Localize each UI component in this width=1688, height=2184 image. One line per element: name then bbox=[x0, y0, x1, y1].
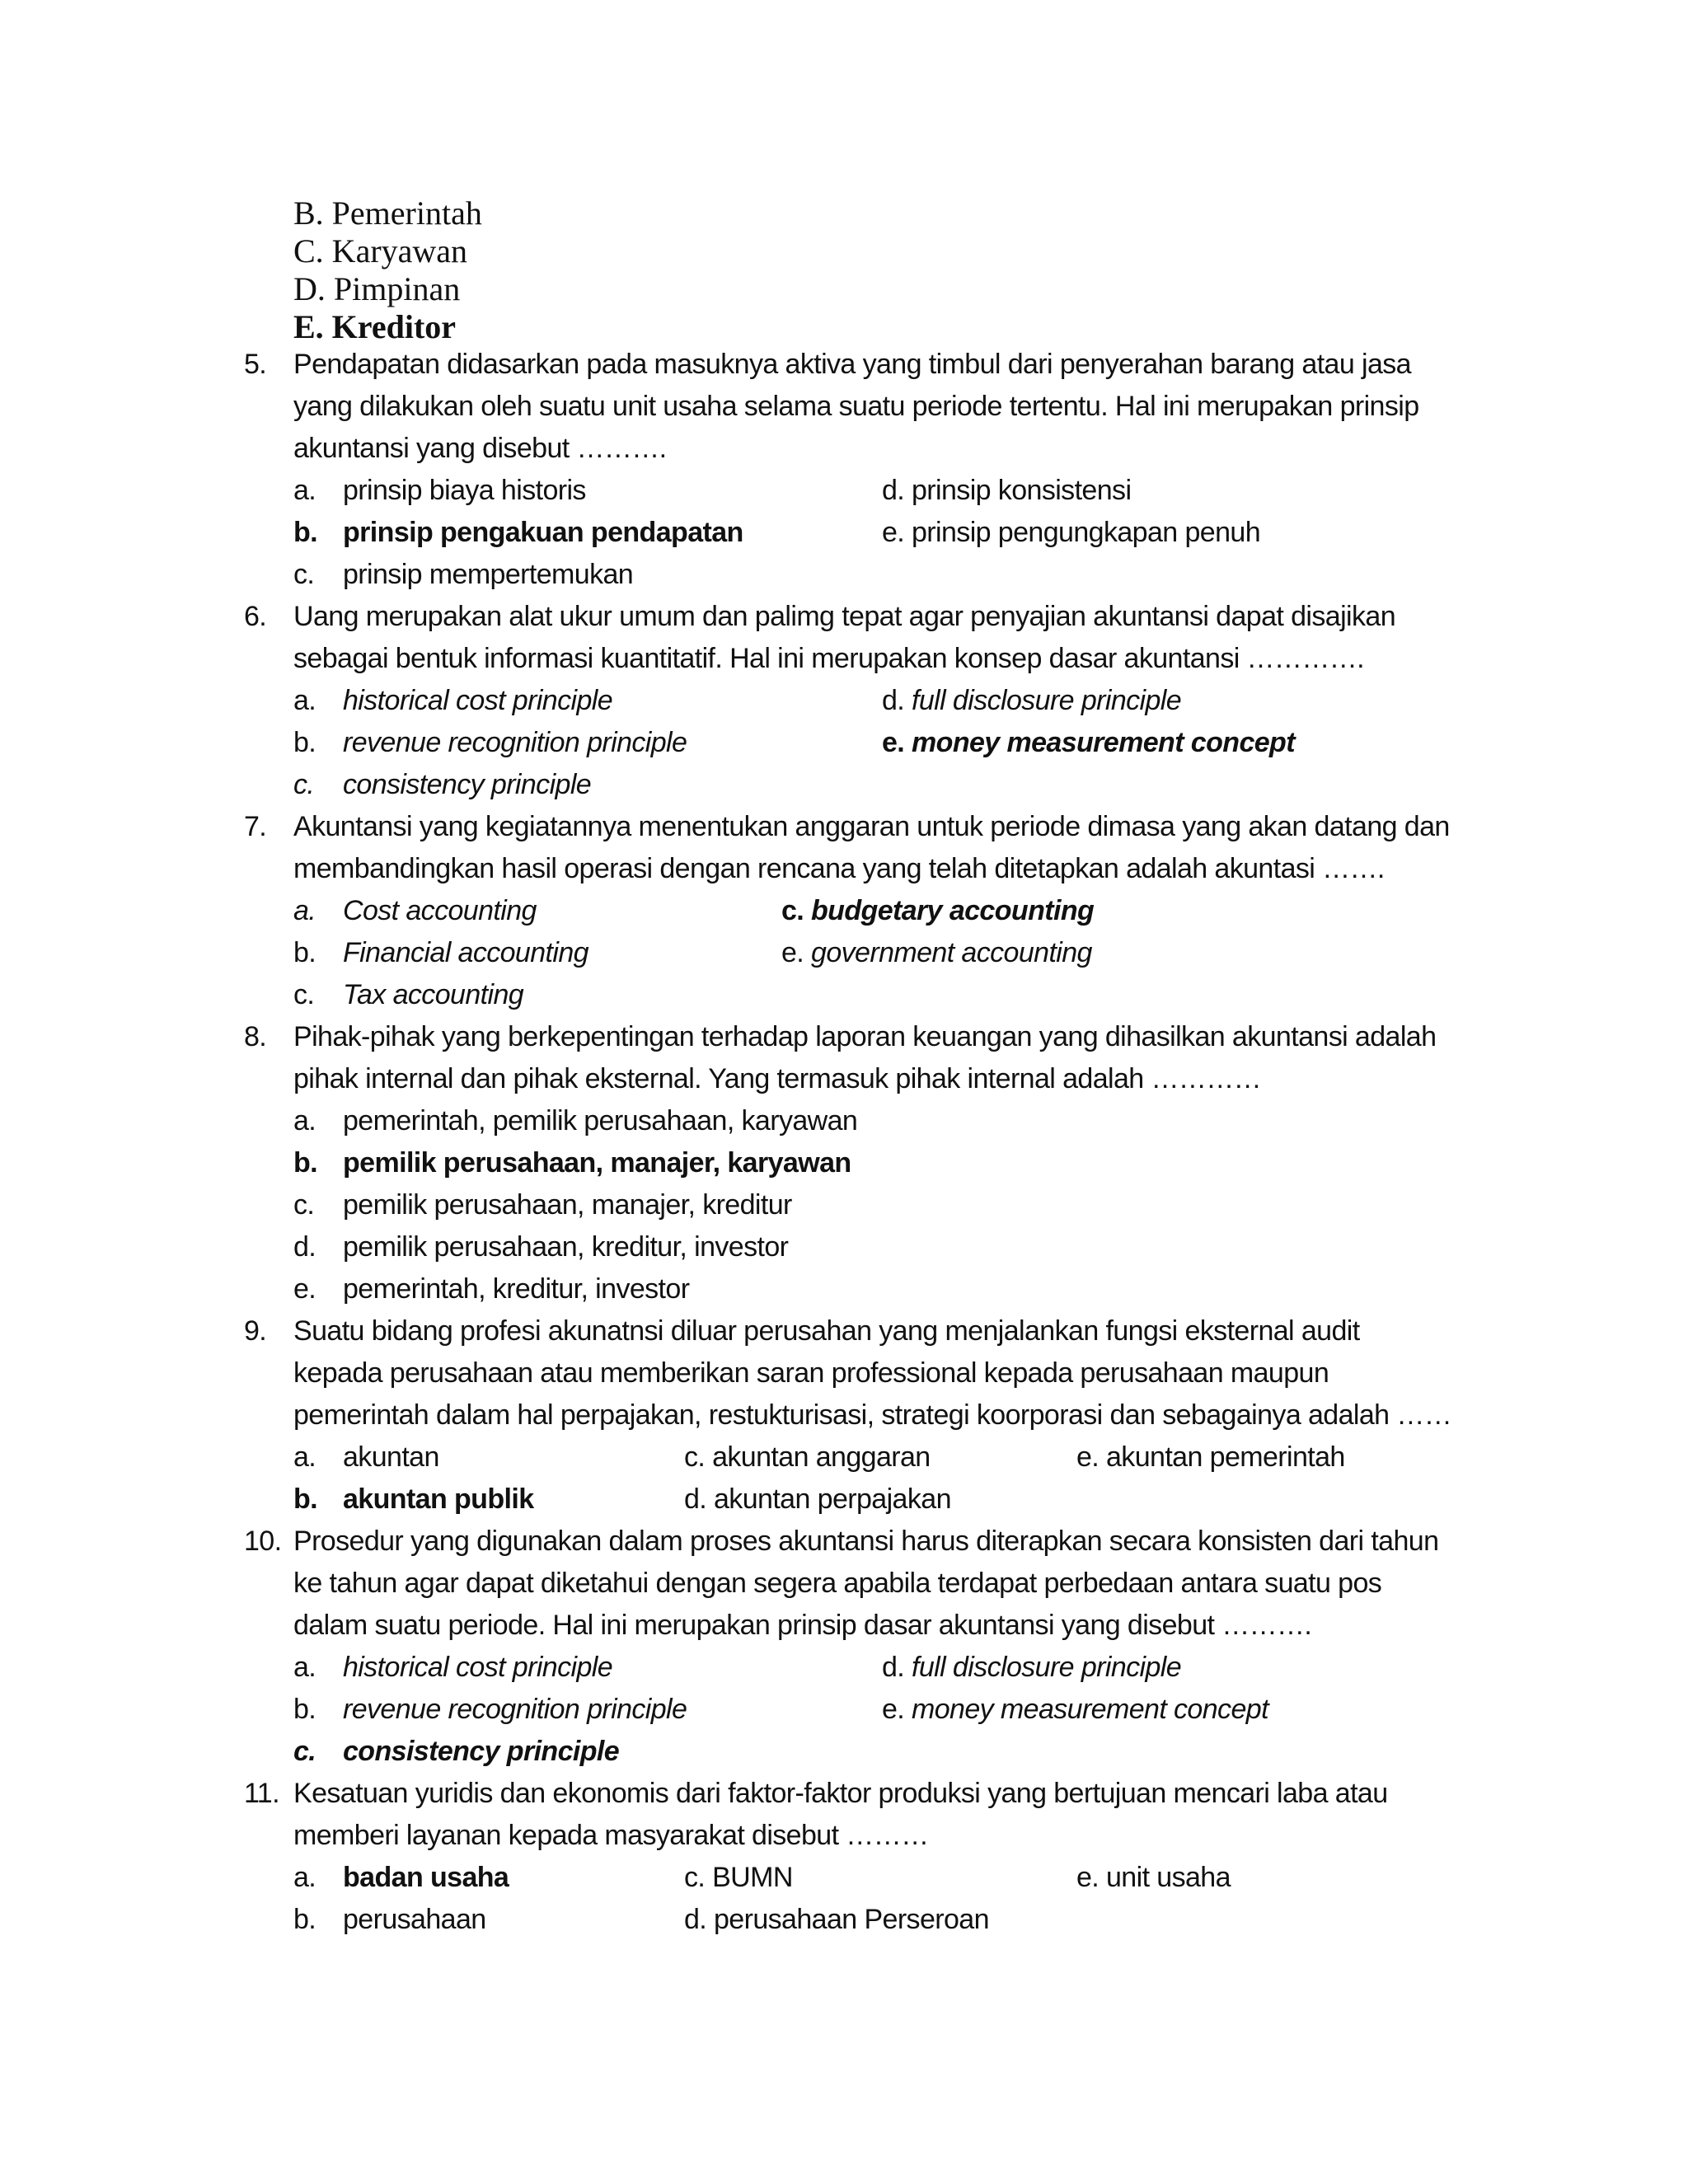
option-e: e. prinsip pengungkapan penuh bbox=[882, 517, 1260, 548]
option-letter: a. bbox=[293, 685, 316, 716]
option-letter: a. bbox=[293, 1862, 316, 1893]
option-text: budgetary accounting bbox=[811, 895, 1095, 926]
question-text: memberi layanan kepada masyarakat disebut ……… bbox=[293, 1820, 929, 1851]
question-text: kepada perusahaan atau memberikan saran professional kepada perusahaan maupun bbox=[293, 1357, 1329, 1389]
option-letter: d. bbox=[882, 1652, 912, 1683]
question-text: pihak internal dan pihak eksternal. Yang termasuk pihak internal adalah ………… bbox=[293, 1063, 1262, 1094]
option-text: Financial accounting bbox=[343, 937, 588, 968]
question-text: Uang merupakan alat ukur umum dan palimg tepat agar penyajian akuntansi dapat disajikan bbox=[293, 601, 1396, 632]
question-text: sebagai bentuk informasi kuantitatif. Hal ini merupakan konsep dasar akuntansi …………. bbox=[293, 643, 1364, 674]
option-letter: c. bbox=[293, 769, 315, 800]
option-d: d. akuntan perpajakan bbox=[684, 1483, 951, 1515]
question-text: Suatu bidang profesi akunatnsi diluar perusahan yang menjalankan fungsi eksternal audit bbox=[293, 1315, 1360, 1347]
question-text: Kesatuan yuridis dan ekonomis dari faktor-faktor produksi yang bertujuan mencari laba atau bbox=[293, 1778, 1388, 1809]
option-letter: c. bbox=[293, 1736, 316, 1767]
option-letter: b. bbox=[293, 517, 318, 548]
option-letter: b. bbox=[293, 1694, 316, 1725]
option-d: d. prinsip konsistensi bbox=[882, 475, 1132, 506]
option-text: full disclosure principle bbox=[912, 1652, 1182, 1683]
option-text: prinsip pengakuan pendapatan bbox=[343, 517, 743, 548]
option-text: pemilik perusahaan, kreditur, investor bbox=[343, 1231, 789, 1263]
option-letter: c. bbox=[293, 559, 315, 590]
option-letter: a. bbox=[293, 1105, 316, 1137]
option-text: pemerintah, kreditur, investor bbox=[343, 1273, 690, 1305]
question-number: 7. bbox=[244, 811, 267, 842]
option-text: pemerintah, pemilik perusahaan, karyawan bbox=[343, 1105, 858, 1137]
question-text: Pendapatan didasarkan pada masuknya aktiva yang timbul dari penyerahan barang atau jasa bbox=[293, 349, 1411, 380]
option-letter: b. bbox=[293, 1147, 318, 1179]
option-c-correct bbox=[781, 893, 1094, 929]
option-text: badan usaha bbox=[343, 1862, 509, 1893]
question-number: 5. bbox=[244, 349, 267, 380]
option-text: revenue recognition principle bbox=[343, 727, 687, 758]
question-text: Prosedur yang digunakan dalam proses akuntansi harus diterapkan secara konsisten dari tahun bbox=[293, 1526, 1439, 1557]
option-letter: e. bbox=[882, 1694, 912, 1725]
option-text: money measurement concept bbox=[912, 727, 1295, 758]
option-letter: c. bbox=[293, 979, 315, 1010]
option-d bbox=[882, 1649, 1181, 1685]
option-letter: b. bbox=[293, 1904, 316, 1935]
question-text: pemerintah dalam hal perpajakan, restukturisasi, strategi koorporasi dan sebagainya adalah …… bbox=[293, 1399, 1452, 1431]
option-text: full disclosure principle bbox=[912, 685, 1182, 716]
question-number: 10. bbox=[244, 1526, 282, 1557]
option-text: prinsip biaya historis bbox=[343, 475, 586, 506]
option-letter: d. bbox=[293, 1231, 316, 1263]
option-text: historical cost principle bbox=[343, 1652, 613, 1683]
option-e bbox=[781, 935, 1092, 971]
option-letter: a. bbox=[293, 895, 316, 926]
option-d: d. perusahaan Perseroan bbox=[684, 1904, 989, 1935]
option-text: akuntan publik bbox=[343, 1483, 534, 1515]
option-text: historical cost principle bbox=[343, 685, 613, 716]
question-text: Pihak-pihak yang berkepentingan terhadap laporan keuangan yang dihasilkan akuntansi adalah bbox=[293, 1021, 1437, 1052]
option-letter: a. bbox=[293, 1652, 316, 1683]
option-text: perusahaan bbox=[343, 1904, 486, 1935]
option-text: revenue recognition principle bbox=[343, 1694, 687, 1725]
option-letter: c. bbox=[781, 895, 812, 926]
question-text: dalam suatu periode. Hal ini merupakan prinsip dasar akuntansi yang disebut ………. bbox=[293, 1610, 1312, 1641]
option-letter: a. bbox=[293, 1441, 316, 1473]
prev-option-b: B. Pemerintah bbox=[293, 194, 482, 232]
option-text: Cost accounting bbox=[343, 895, 537, 926]
question-number: 11. bbox=[244, 1778, 279, 1809]
option-letter: b. bbox=[293, 727, 316, 758]
option-letter: a. bbox=[293, 475, 316, 506]
option-letter: e. bbox=[293, 1273, 316, 1305]
question-number: 8. bbox=[244, 1021, 267, 1052]
option-text: government accounting bbox=[811, 937, 1092, 968]
option-letter: d. bbox=[882, 685, 912, 716]
option-d bbox=[882, 682, 1181, 719]
option-e: e. akuntan pemerintah bbox=[1076, 1441, 1345, 1473]
option-text: prinsip mempertemukan bbox=[343, 559, 634, 590]
question-text: Akuntansi yang kegiatannya menentukan anggaran untuk periode dimasa yang akan datang dan bbox=[293, 811, 1450, 842]
option-text: Tax accounting bbox=[343, 979, 524, 1010]
option-text: akuntan bbox=[343, 1441, 439, 1473]
question-number: 9. bbox=[244, 1315, 267, 1347]
option-c: c. BUMN bbox=[684, 1862, 793, 1893]
option-text: pemilik perusahaan, manajer, karyawan bbox=[343, 1147, 851, 1179]
option-e bbox=[882, 1691, 1268, 1727]
option-c: c. akuntan anggaran bbox=[684, 1441, 931, 1473]
question-text: ke tahun agar dapat diketahui dengan segera apabila terdapat perbedaan antara suatu pos bbox=[293, 1568, 1382, 1599]
option-e-correct bbox=[882, 724, 1295, 761]
question-text: membandingkan hasil operasi dengan rencana yang telah ditetapkan adalah akuntasi ……. bbox=[293, 853, 1385, 884]
option-text: money measurement concept bbox=[912, 1694, 1268, 1725]
option-letter: b. bbox=[293, 937, 316, 968]
question-text: yang dilakukan oleh suatu unit usaha selama suatu periode tertentu. Hal ini merupakan prinsip bbox=[293, 391, 1419, 422]
option-letter: e. bbox=[781, 937, 812, 968]
prev-option-c: C. Karyawan bbox=[293, 232, 468, 269]
option-text: consistency principle bbox=[343, 769, 592, 800]
question-number: 6. bbox=[244, 601, 267, 632]
option-letter: e. bbox=[882, 727, 912, 758]
option-text: pemilik perusahaan, manajer, kreditur bbox=[343, 1189, 792, 1221]
option-letter: c. bbox=[293, 1189, 315, 1221]
prev-option-d: D. Pimpinan bbox=[293, 270, 461, 307]
option-e: e. unit usaha bbox=[1076, 1862, 1231, 1893]
option-letter: b. bbox=[293, 1483, 318, 1515]
prev-option-e: E. Kreditor bbox=[293, 308, 457, 345]
question-text: akuntansi yang disebut ………. bbox=[293, 433, 667, 464]
option-text: consistency principle bbox=[343, 1736, 620, 1767]
